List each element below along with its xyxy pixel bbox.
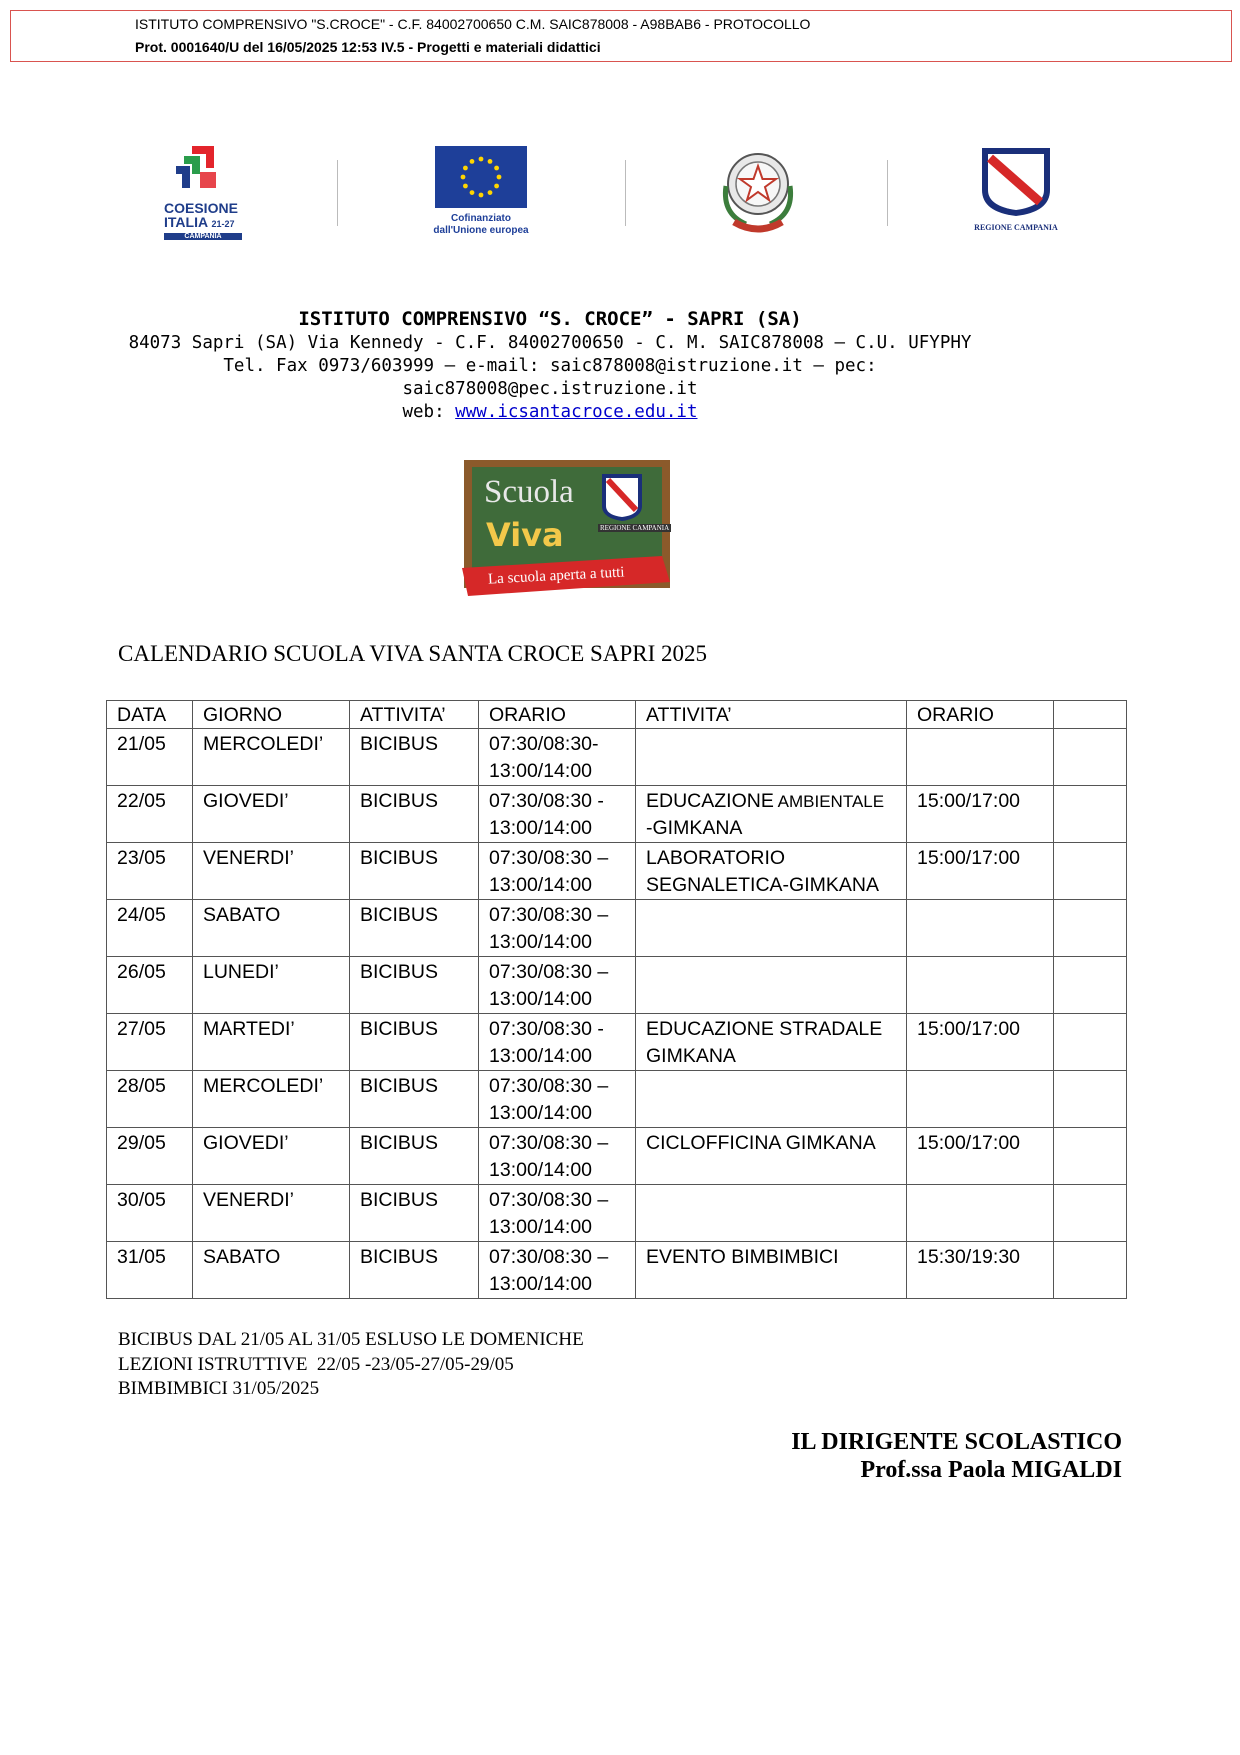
time2-cell: [907, 900, 1054, 957]
coesione-icon: [164, 144, 246, 196]
table-row: [107, 1242, 1127, 1299]
institute-address: 84073 Sapri (SA) Via Kennedy - C.F. 84002700650 - C. M. SAIC878008 – C.U. UFYPHY: [128, 333, 972, 353]
time2-cell: [907, 1185, 1054, 1242]
activity-cell: BICIBUS: [350, 1185, 479, 1242]
empty-cell: [1054, 1242, 1127, 1299]
activity-cell: BICIBUS: [350, 843, 479, 900]
eu-flag-icon: [435, 146, 527, 208]
activity2-cell: EDUCAZIONE STRADALE GIMKANA: [636, 1014, 907, 1071]
date-cell: 31/05: [107, 1242, 193, 1299]
day-cell: VENERDI’: [193, 1185, 350, 1242]
day-cell: LUNEDI’: [193, 957, 350, 1014]
scuola-viva-logo: [462, 458, 680, 600]
time2-cell: 15:00/17:00: [907, 786, 1054, 843]
date-cell: 24/05: [107, 900, 193, 957]
activity-cell: BICIBUS: [350, 729, 479, 786]
web-label: web:: [402, 402, 456, 422]
note-line: LEZIONI ISTRUTTIVE 22/05 -23/05-27/05-29/05: [118, 1353, 514, 1375]
time2-cell: 15:30/19:30: [907, 1242, 1054, 1299]
time2-cell: [907, 729, 1054, 786]
activity2-cell: LABORATORIO SEGNALETICA-GIMKANA: [636, 843, 907, 900]
table-row: [107, 1071, 1127, 1128]
sv-regione-text: REGIONE CAMPANIA: [600, 524, 670, 532]
signature-role: IL DIRIGENTE SCOLASTICO: [791, 1429, 1122, 1455]
activity2-cell: [636, 900, 907, 957]
activity-cell: BICIBUS: [350, 786, 479, 843]
viva-word: Viva: [486, 516, 564, 554]
time-cell: 07:30/08:30- 13:00/14:00: [479, 729, 636, 786]
eu-text-2: dall'Unione europea: [433, 225, 529, 236]
empty-cell: [1054, 1185, 1127, 1242]
activity-cell: BICIBUS: [350, 1071, 479, 1128]
protocol-line-2: Prot. 0001640/U del 16/05/2025 12:53 IV.5 - Progetti e materiali didattici: [135, 39, 601, 55]
note-line: BICIBUS DAL 21/05 AL 31/05 ESLUSO LE DOMENICHE: [118, 1329, 584, 1350]
time-cell: 07:30/08:30 – 13:00/14:00: [479, 843, 636, 900]
time-cell: 07:30/08:30 – 13:00/14:00: [479, 1185, 636, 1242]
header-cell: ORARIO: [907, 701, 1054, 729]
institute-title: ISTITUTO COMPRENSIVO “S. CROCE” - SAPRI (SA): [298, 308, 802, 330]
calendar-title: CALENDARIO SCUOLA VIVA SANTA CROCE SAPRI 2025: [118, 641, 708, 666]
notes: [118, 1328, 584, 1402]
day-cell: SABATO: [193, 1242, 350, 1299]
institute-web: [0, 401, 1100, 424]
activity2-cell: EVENTO BIMBIMBICI: [636, 1242, 907, 1299]
date-cell: 26/05: [107, 957, 193, 1014]
time-cell: 07:30/08:30 - 13:00/14:00: [479, 786, 636, 843]
activity2-cell: EDUCAZIONE AMBIENTALE -GIMKANA: [636, 786, 907, 843]
empty-cell: [1054, 786, 1127, 843]
regione-campania-logo: [966, 146, 1066, 232]
activity-cell: BICIBUS: [350, 1128, 479, 1185]
time-cell: 07:30/08:30 – 13:00/14:00: [479, 900, 636, 957]
time-cell: 07:30/08:30 – 13:00/14:00: [479, 957, 636, 1014]
date-cell: 28/05: [107, 1071, 193, 1128]
day-cell: MERCOLEDI’: [193, 1071, 350, 1128]
day-cell: GIOVEDI’: [193, 1128, 350, 1185]
table-header-row: [107, 701, 1127, 729]
empty-cell: [1054, 957, 1127, 1014]
repubblica-emblem-icon: [716, 144, 800, 236]
day-cell: SABATO: [193, 900, 350, 957]
regione-text: REGIONE CAMPANIA: [974, 223, 1058, 232]
note-line: BIMBIMBICI 31/05/2025: [118, 1378, 320, 1399]
coesione-italia-logo: [164, 144, 246, 244]
empty-cell: [1054, 1071, 1127, 1128]
day-cell: MARTEDI’: [193, 1014, 350, 1071]
sv-tagline: La scuola aperta a tutti: [487, 564, 625, 588]
time2-cell: 15:00/17:00: [907, 1128, 1054, 1185]
table-row: [107, 900, 1127, 957]
table-row: [107, 1128, 1127, 1185]
empty-cell: [1054, 1014, 1127, 1071]
header-cell: GIORNO: [193, 701, 350, 729]
activity2-cell: [636, 729, 907, 786]
scuola-word: Scuola: [484, 474, 574, 510]
table-row: [107, 957, 1127, 1014]
header-cell: ORARIO: [479, 701, 636, 729]
signature-name: Prof.ssa Paola MIGALDI: [860, 1457, 1122, 1483]
date-cell: 27/05: [107, 1014, 193, 1071]
calendar-table: [106, 700, 1127, 1299]
protocol-line-1: ISTITUTO COMPRENSIVO "S.CROCE" - C.F. 84002700650 C.M. SAIC878008 - A98BAB6 - PROTOCOLLO: [135, 16, 811, 32]
activity-cell: BICIBUS: [350, 900, 479, 957]
empty-cell: [1054, 1128, 1127, 1185]
activity2-cell: [636, 957, 907, 1014]
time2-cell: [907, 1071, 1054, 1128]
activity2-cell: CICLOFFICINA GIMKANA: [636, 1128, 907, 1185]
signature-block: [791, 1428, 1122, 1484]
time-cell: 07:30/08:30 – 13:00/14:00: [479, 1128, 636, 1185]
protocol-stamp: [10, 10, 1232, 62]
header-cell: ATTIVITA’: [350, 701, 479, 729]
website-link[interactable]: www.icsantacroce.edu.it: [455, 402, 698, 422]
table-row: [107, 786, 1127, 843]
logos-row: [0, 140, 1240, 250]
institute-header: [0, 306, 1100, 424]
regione-shield-icon: [980, 146, 1052, 218]
logo-divider: [625, 160, 626, 226]
table-row: [107, 1014, 1127, 1071]
table-row: [107, 729, 1127, 786]
date-cell: 22/05: [107, 786, 193, 843]
coesione-years: 21-27: [211, 219, 235, 229]
day-cell: MERCOLEDI’: [193, 729, 350, 786]
institute-contact: Tel. Fax 0973/603999 – e-mail: saic878008@istruzione.it – pec:: [223, 356, 877, 376]
date-cell: 21/05: [107, 729, 193, 786]
time-cell: 07:30/08:30 – 13:00/14:00: [479, 1242, 636, 1299]
table-row: [107, 1185, 1127, 1242]
institute-pec: saic878008@pec.istruzione.it: [402, 379, 698, 399]
repubblica-emblem: [716, 144, 800, 236]
time-cell: 07:30/08:30 - 13:00/14:00: [479, 1014, 636, 1071]
empty-cell: [1054, 843, 1127, 900]
date-cell: 30/05: [107, 1185, 193, 1242]
header-cell: ATTIVITA’: [636, 701, 907, 729]
coesione-region: CAMPANIA: [164, 233, 242, 240]
empty-cell: [1054, 900, 1127, 957]
date-cell: 23/05: [107, 843, 193, 900]
coesione-text-1: COESIONE: [164, 200, 238, 216]
header-cell: [1054, 701, 1127, 729]
time2-cell: [907, 957, 1054, 1014]
empty-cell: [1054, 729, 1127, 786]
activity2-cell: [636, 1185, 907, 1242]
date-cell: 29/05: [107, 1128, 193, 1185]
time2-cell: 15:00/17:00: [907, 1014, 1054, 1071]
activity-cell: BICIBUS: [350, 1014, 479, 1071]
logo-divider: [887, 160, 888, 226]
day-cell: GIOVEDI’: [193, 786, 350, 843]
coesione-text-2: ITALIA: [164, 214, 208, 230]
time2-cell: 15:00/17:00: [907, 843, 1054, 900]
header-cell: DATA: [107, 701, 193, 729]
day-cell: VENERDI’: [193, 843, 350, 900]
table-row: [107, 843, 1127, 900]
time-cell: 07:30/08:30 – 13:00/14:00: [479, 1071, 636, 1128]
logo-divider: [337, 160, 338, 226]
eu-logo: [426, 146, 536, 237]
activity-cell: BICIBUS: [350, 957, 479, 1014]
activity-cell: BICIBUS: [350, 1242, 479, 1299]
activity2-cell: [636, 1071, 907, 1128]
eu-text-1: Cofinanziato: [451, 213, 511, 224]
